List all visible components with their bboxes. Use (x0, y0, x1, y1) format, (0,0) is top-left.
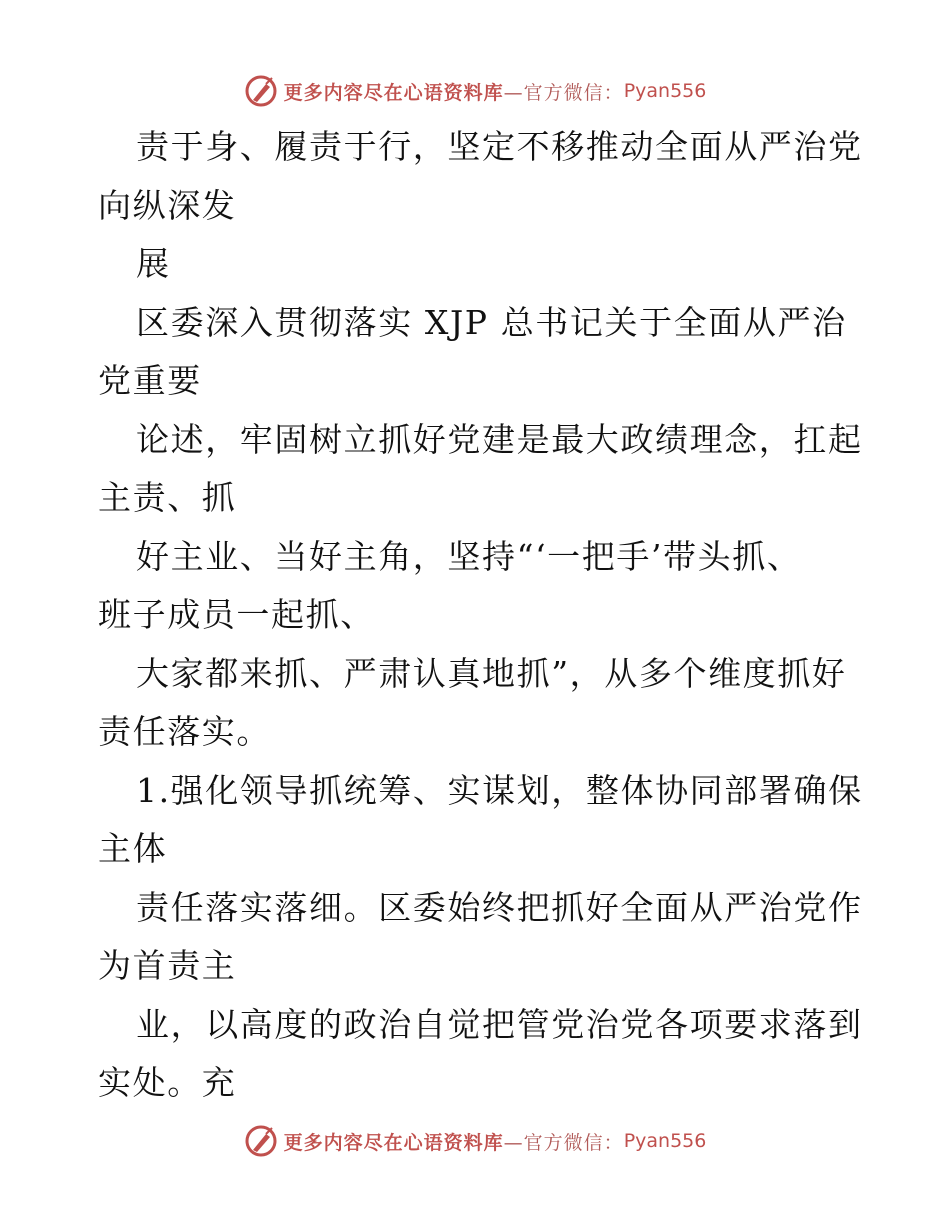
text-line: 主责、抓 (98, 478, 237, 517)
watermark-main-text: 更多内容尽在心语资料库 (283, 1131, 504, 1154)
text-line: 责于身、履责于行，坚定不移推动全面从严治党 (136, 127, 863, 166)
text-line: 主体 (98, 829, 168, 868)
text-line: 1.强化领导抓统筹、实谋划，整体协同部署确保 (136, 770, 863, 810)
pen-logo-icon (244, 1124, 278, 1158)
text-line: 责任落实落细。区委始终把抓好全面从严治党作 (136, 887, 863, 927)
text-line: 党重要 (98, 361, 202, 400)
text-line: 向纵深发 (98, 185, 237, 225)
text-line: 大家都来抓、严肃认真地抓”，从多个维度抓好 (136, 653, 847, 693)
text-line: 为首责主 (98, 946, 237, 985)
text-line: 实处。充 (98, 1063, 237, 1102)
text-line: 业，以高度的政治自觉把管党治党各项要求落到 (136, 1004, 863, 1044)
text-line: 好主业、当好主角，坚持“‘一把手’带头抓、 (136, 536, 802, 576)
watermark-main-text: 更多内容尽在心语资料库 (283, 81, 504, 104)
watermark-wechat-id: Pyan556 (623, 1130, 707, 1152)
pen-logo-icon (244, 74, 278, 108)
text-line: 班子成员一起抓、 (98, 595, 375, 634)
watermark-side-text: —官方微信： (503, 81, 624, 104)
document-body (98, 118, 863, 1113)
watermark-side-text: —官方微信： (503, 1131, 624, 1154)
header-watermark (0, 71, 950, 111)
text-line: 责任落实。 (98, 712, 271, 751)
footer-watermark (0, 1121, 950, 1161)
text-line: 展 (136, 244, 171, 283)
watermark-wechat-id: Pyan556 (623, 80, 707, 102)
text-line: 论述，牢固树立抓好党建是最大政绩理念，扛起 (136, 419, 863, 459)
text-line: 区委深入贯彻落实 XJP 总书记关于全面从严治 (136, 302, 847, 342)
